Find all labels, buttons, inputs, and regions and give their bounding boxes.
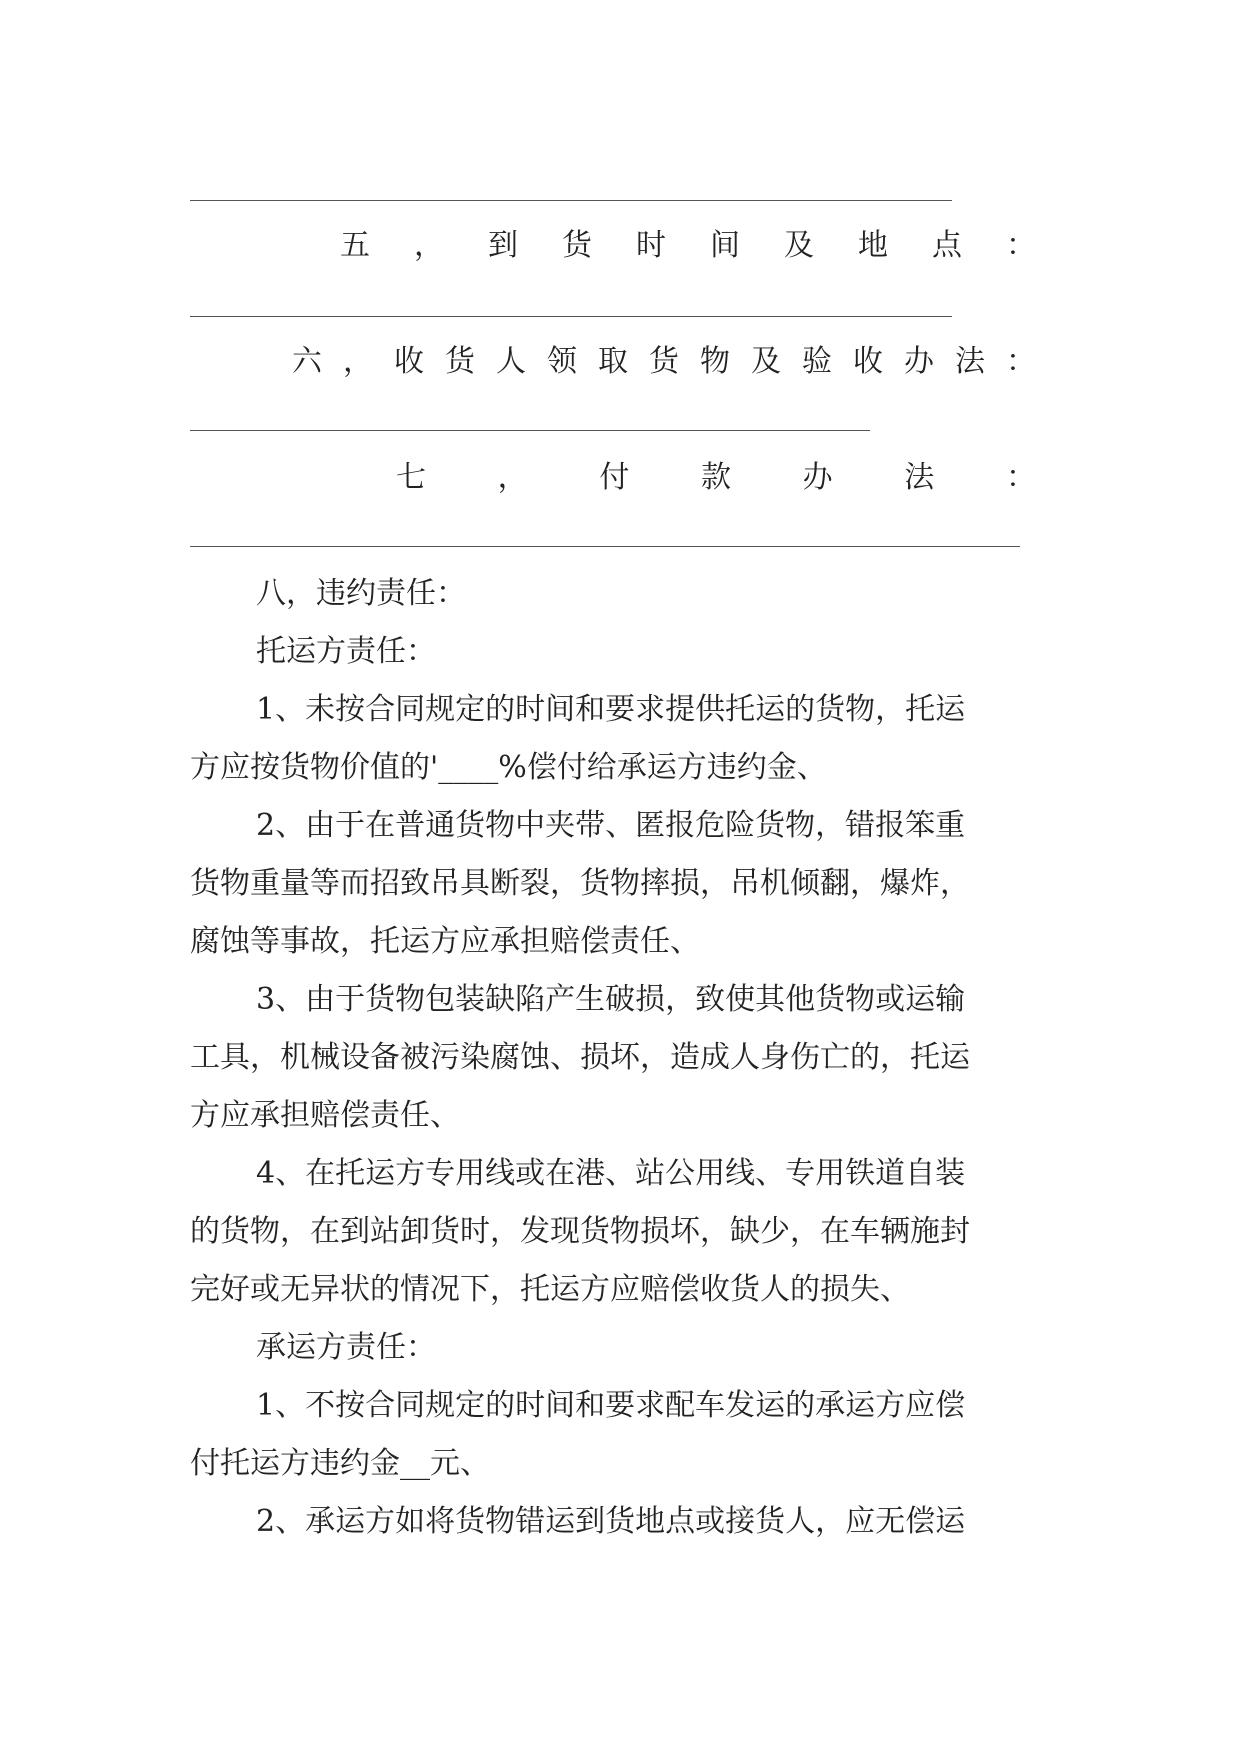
- paragraph-line: 付托运方违约金__元、: [190, 1446, 490, 1481]
- paragraph-line: 4、在托运方专用线或在港、站公用线、专用铁道自装: [256, 1156, 966, 1191]
- paragraph-line: 3、由于货物包装缺陷产生破损，致使其他货物或运输: [256, 982, 966, 1017]
- blank-rule-2: [190, 316, 952, 317]
- paragraph-line: 的货物，在到站卸货时，发现货物损坏，缺少，在车辆施封: [190, 1214, 970, 1249]
- section-5-heading: 五 ， 到 货 时 间 及 地 点 ：: [340, 228, 1036, 263]
- blank-rule-1: [190, 200, 952, 201]
- paragraph-line: 1、未按合同规定的时间和要求提供托运的货物，托运: [256, 692, 966, 727]
- paragraph-line: 方应按货物价值的'____%偿付给承运方违约金、: [190, 750, 827, 785]
- blank-rule-4: [190, 546, 1020, 547]
- consignor-liability-heading: 托运方责任：: [256, 634, 436, 669]
- paragraph-line: 货物重量等而招致吊具断裂，货物摔损，吊机倾翻，爆炸，: [190, 866, 970, 901]
- paragraph-line: 1、不按合同规定的时间和要求配车发运的承运方应偿: [256, 1388, 966, 1423]
- paragraph-line: 2、承运方如将货物错运到货地点或接货人，应无偿运: [256, 1504, 966, 1539]
- paragraph-line: 完好或无异状的情况下，托运方应赔偿收货人的损失、: [190, 1272, 910, 1307]
- blank-rule-3: [190, 430, 870, 431]
- section-6-heading: 六 ， 收 货 人 领 取 货 物 及 验 收 办 法 ：: [292, 344, 1036, 379]
- paragraph-line: 2、由于在普通货物中夹带、匿报危险货物，错报笨重: [256, 808, 966, 843]
- section-8-heading: 八，违约责任：: [256, 576, 466, 611]
- paragraph-line: 方应承担赔偿责任、: [190, 1098, 460, 1133]
- paragraph-line: 腐蚀等事故，托运方应承担赔偿责任、: [190, 924, 700, 959]
- carrier-liability-heading: 承运方责任：: [256, 1330, 436, 1365]
- paragraph-line: 工具，机械设备被污染腐蚀、损坏，造成人身伤亡的，托运: [190, 1040, 970, 1075]
- section-7-heading: 七 ， 付 款 办 法 ：: [396, 460, 1036, 495]
